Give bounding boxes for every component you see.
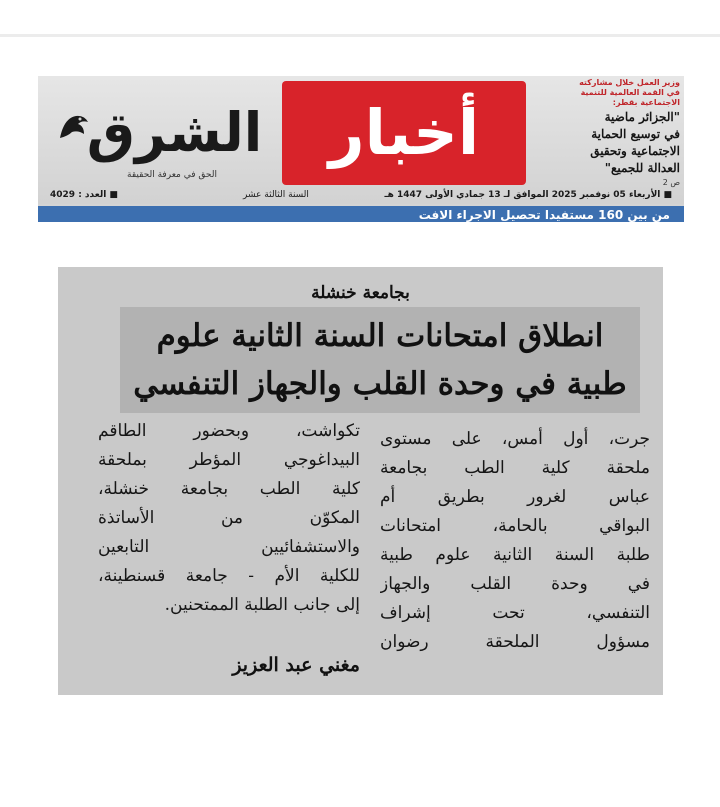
body-line: جرت، أول أمس، على مستوى	[380, 429, 650, 449]
teaser-quote-4: العدالة للجميع"	[604, 161, 680, 175]
teaser-block	[534, 78, 680, 190]
date-text: ■ الأربعاء 05 نوفمبر 2025 الموافق لـ 13 جمادي الأولى 1447 هـ	[384, 190, 672, 200]
top-bar	[0, 0, 720, 34]
section-title: أخبار	[328, 96, 480, 169]
body-line: مسؤول الملحقة رضوان	[380, 632, 650, 652]
body-line: تكواشت، وبحضور الطاقم	[98, 421, 360, 441]
teaser-intro-2: في القمة العالمية للتنمية	[580, 88, 680, 97]
body-line: التنفسي، تحت إشراف	[380, 603, 650, 623]
teaser-quote-2: في توسيع الحماية	[591, 127, 680, 141]
issue-number: ■ العدد : 4029	[50, 190, 118, 200]
section-title-box	[282, 81, 526, 185]
logo-tagline: الحق في معرفة الحقيقة	[127, 170, 217, 180]
body-line: في وحدة القلب والجهاز	[380, 574, 650, 594]
newspaper-logo	[52, 98, 297, 190]
headline-line-1: انطلاق امتحانات السنة الثانية علوم	[156, 318, 604, 354]
body-line: للكلية الأم - جامعة قسنطينة،	[98, 566, 360, 586]
headline-line-2: طبية في وحدة القلب والجهاز التنفسي	[133, 366, 627, 402]
body-line: عباس لغرور بطريق أم	[380, 487, 650, 507]
body-line: والاستشفائيين التابعين	[98, 537, 360, 557]
subhead-strip	[38, 206, 684, 222]
dateline	[38, 188, 684, 204]
article-kicker: بجامعة خنشلة	[311, 283, 410, 303]
body-line: طلبة السنة الثانية علوم طبية	[380, 545, 650, 565]
body-line: البواقي بالحامة، امتحانات	[380, 516, 650, 536]
teaser-quote-3: الاجتماعية وتحقيق	[590, 144, 680, 158]
teaser-quote-1: "الجزائر ماضية	[604, 110, 680, 124]
body-line: كلية الطب بجامعة خنشلة،	[98, 479, 360, 499]
headline-box	[120, 307, 640, 413]
body-line: البيداغوجي المؤطر بملحقة	[98, 450, 360, 470]
teaser-intro-3: الاجتماعية بقطر:	[612, 98, 680, 107]
article-column-left	[98, 417, 360, 620]
logo-wordmark: الشرق	[86, 101, 263, 164]
teaser-intro-1: وزير العمل خلال مشاركته	[579, 78, 680, 87]
article-column-right	[380, 425, 650, 657]
body-line: المكوّن من الأساتذة	[98, 508, 360, 528]
top-divider	[0, 34, 720, 37]
newspaper-masthead-clipping	[38, 76, 684, 222]
subhead-text: من بين 160 مستفيدا تحصيل الاجراء الافت	[418, 208, 670, 222]
article-clipping	[58, 267, 663, 695]
year-text: السنة الثالثة عشر	[243, 190, 309, 200]
body-line: إلى جانب الطلبة الممتحنين.	[164, 595, 360, 615]
teaser-page-ref: ص 2	[662, 178, 680, 187]
article-byline: مغني عبد العزيز	[232, 654, 360, 676]
body-line: ملحقة كلية الطب بجامعة	[380, 458, 650, 478]
